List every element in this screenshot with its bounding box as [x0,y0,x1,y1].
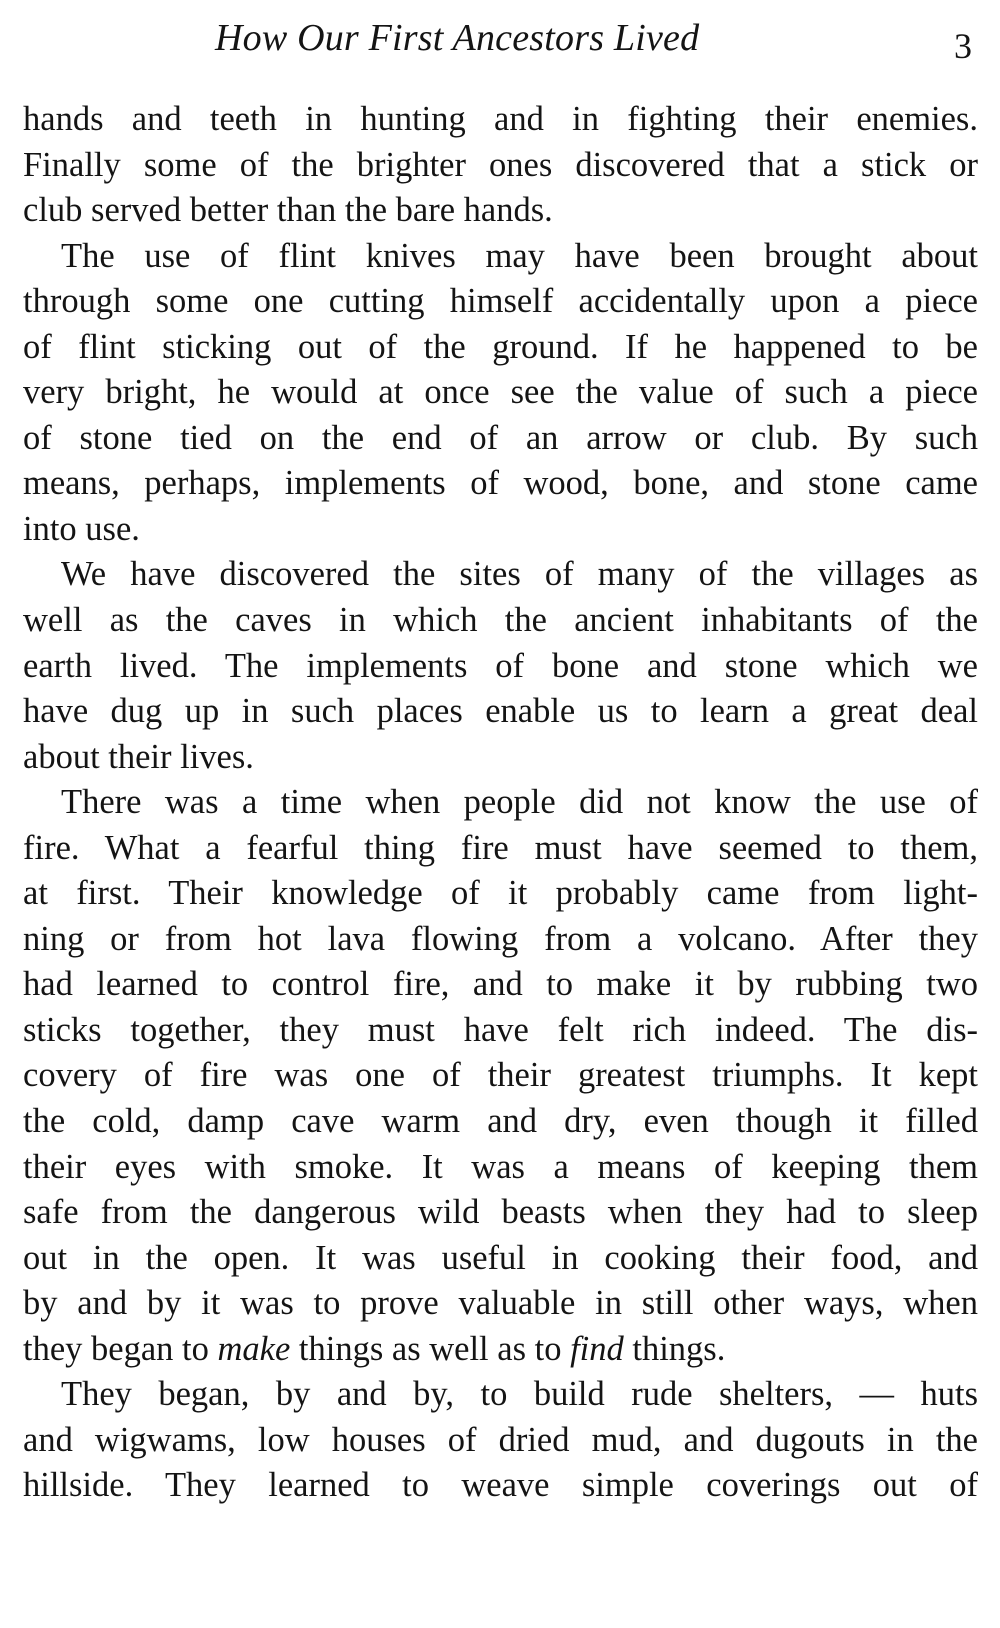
paragraph-start-line: They began, by and by, to build rude shelters, — huts [61,1375,978,1414]
text-line: have dug up in such places enable us to learn a great deal [23,692,978,731]
text-line: of flint sticking out of the ground. If he happened to be [23,327,978,366]
text-line: the cold, damp cave warm and dry, even though it filled [23,1102,978,1141]
page-number: 3 [954,26,972,66]
text-line: hands and teeth in hunting and in fighting their enemies. [23,100,978,138]
paragraph-start-line: We have discovered the sites of many of the villages as [61,555,978,594]
text-line: had learned to control fire, and to make it by rubbing two [23,965,978,1004]
line-segment: things as well as to [290,1329,571,1368]
emphasis-find: find [570,1329,624,1368]
text-line: ning or from hot lava flowing from a volcano. After they [23,919,978,958]
text-line: out in the open. It was useful in cooking their food, and [23,1238,978,1277]
text-line: into use. [23,509,140,548]
text-line: safe from the dangerous wild beasts when they had to sleep [23,1193,978,1232]
text-line: well as the caves in which the ancient inhabitants of the [23,601,978,640]
text-line: means, perhaps, implements of wood, bone, and stone came [23,464,978,503]
text-line: very bright, he would at once see the value of such a piece [23,373,978,412]
text-line: club served better than the bare hands. [23,191,553,230]
paragraph-start-line: The use of flint knives may have been brought about [61,236,978,275]
running-head [0,14,1000,74]
text-line: Finally some of the brighter ones discovered that a stick or [23,145,978,184]
text-line: fire. What a fearful thing fire must have seemed to them, [23,828,978,867]
text-line: their eyes with smoke. It was a means of keeping them [23,1147,978,1186]
text-line: hillside. They learned to weave simple coverings out of [23,1466,978,1505]
text-line: at first. Their knowledge of it probably came from light- [23,874,978,913]
text-line: of stone tied on the end of an arrow or club. By such [23,418,978,457]
text-line: sticks together, they must have felt rich indeed. The dis- [23,1010,978,1049]
text-line: about their lives. [23,737,254,776]
text-line: and wigwams, low houses of dried mud, and dugouts in the [23,1420,978,1459]
emphasis-make: make [217,1329,291,1368]
text-line: covery of fire was one of their greatest triumphs. It kept [23,1056,978,1095]
text-line-with-emphasis [23,1327,978,1373]
text-line: through some one cutting himself accidentally upon a piece [23,282,978,321]
line-segment: they began to [23,1329,218,1368]
text-line: by and by it was to prove valuable in still other ways, when [23,1284,978,1323]
paragraph-start-line: There was a time when people did not know the use of [61,783,978,822]
chapter-title: How Our First Ancestors Lived [215,17,700,59]
text-line: earth lived. The implements of bone and stone which we [23,646,978,685]
body-text [23,97,978,1509]
line-segment: things. [623,1329,726,1368]
